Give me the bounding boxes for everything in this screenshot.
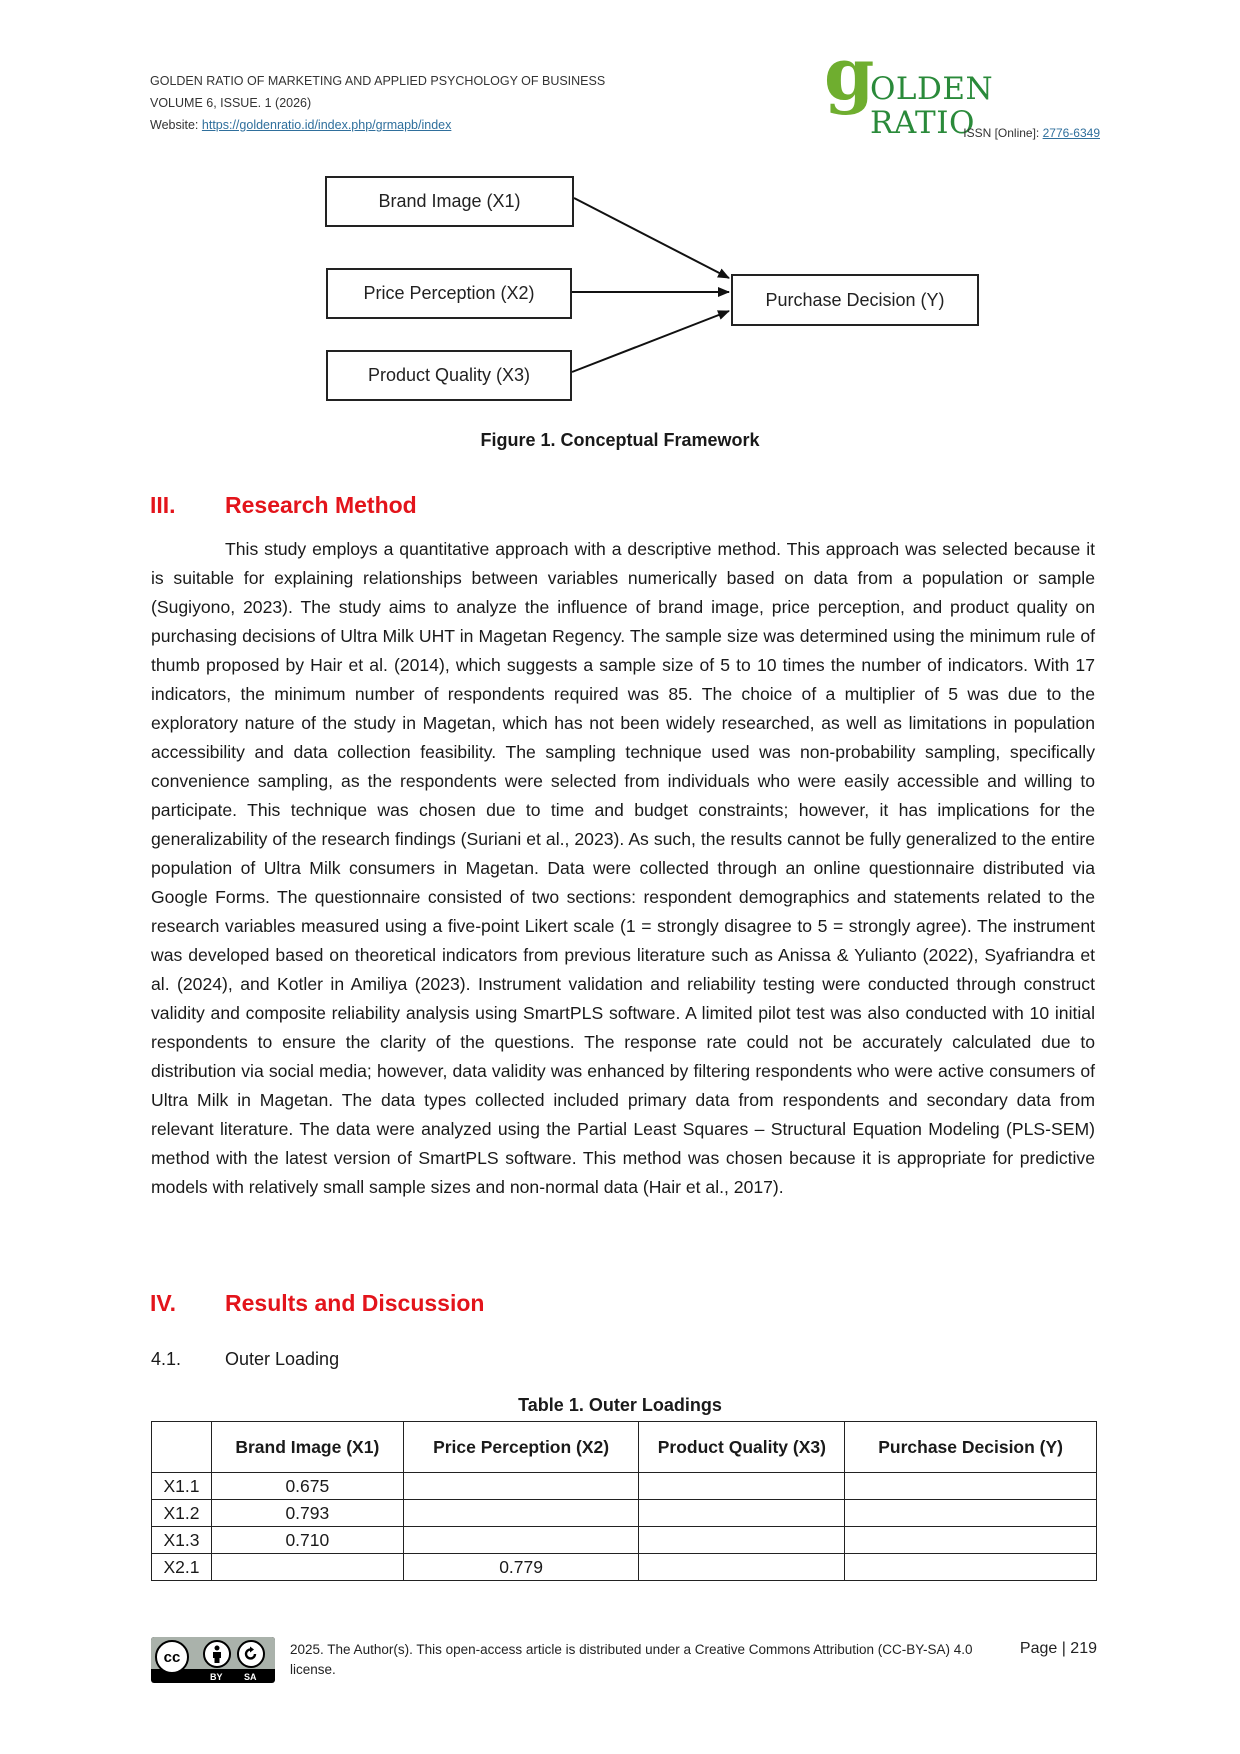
table-cell [845,1527,1097,1554]
table-header-row [152,1422,1097,1473]
box-brand-image: Brand Image (X1) [325,176,574,227]
table-header-cell [152,1422,212,1473]
issn-label: ISSN [Online]: [963,126,1040,140]
table-cell: X2.1 [152,1554,212,1581]
outer-loadings-table [151,1421,1097,1581]
research-method-paragraph: This study employs a quantitative approach with a descriptive method. This approach was selected because it is suitable for explaining relationships between variables numerically based on data from a population or sample (Sugiyono, 2023). The study aims to analyze the influence of brand image, price perception, and product quality on purchasing decisions of Ultra Milk UHT in Magetan Regency. The sample size was determined using the minimum rule of thumb proposed by Hair et al. (2014), which suggests a sample size of 5 to 10 times the number of indicators. With 17 indicators, the minimum number of respondents required was 85. The choice of a multiplier of 5 was due to the exploratory nature of the study in Magetan, which has not been widely researched, as well as limitations in population accessibility and data collection feasibility. The sampling technique used was non-probability sampling, specifically convenience sampling, as the respondents were selected from individuals who were easily accessible and willing to participate. This technique was chosen due to time and budget constraints; however, it has implications for the generalizability of the research findings (Suriani et al., 2023). As such, the results cannot be fully generalized to the entire population of Ultra Milk consumers in Magetan. Data were collected through an online questionnaire distributed via Google Forms. The questionnaire consisted of two sections: respondent demographics and statements related to the research variables measured using a five-point Likert scale (1 = strongly disagree to 5 = strongly agree). The instrument was developed based on theoretical indicators from previous literature such as Anissa & Yulianto (2022), Syafriandra et al. (2024), and Kotler in Amiliya (2023). Instrument validation and reliability testing were conducted through construct validity and composite reliability analysis using SmartPLS software. A limited pilot test was also conducted with 10 initial respondents to ensure the clarity of the questions. The response rate could not be accurately calculated due to distribution via social media; however, data validity was enhanced by filtering respondents who were active consumers of Ultra Milk in Magetan. The data types collected included primary data from respondents and secondary data from relevant literature. The data were analyzed using the Partial Least Squares – Structural Equation Modeling (PLS-SEM) method with the latest version of SmartPLS software. This method was chosen because it is appropriate for predictive models with relatively small sample sizes and non-normal data (Hair et al., 2017). [151,539,1095,1197]
logo-g-letter: g [824,31,875,116]
sa-label: SA [244,1672,257,1682]
journal-volume: VOLUME 6, ISSUE. 1 (2026) [150,96,312,110]
website-label: Website: [150,118,199,132]
table-cell: 0.793 [211,1500,403,1527]
by-label: BY [210,1672,223,1682]
table-header-cell: Brand Image (X1) [211,1422,403,1473]
box-purchase-decision: Purchase Decision (Y) [731,274,979,326]
cc-by-sa-badge [151,1637,275,1683]
table-cell [639,1527,845,1554]
table-header-cell: Product Quality (X3) [639,1422,845,1473]
table-cell: 0.675 [211,1473,403,1500]
table-cell: X1.3 [152,1527,212,1554]
box-product-quality: Product Quality (X3) [326,350,572,401]
arrow-x3-to-y [572,311,729,372]
table-cell [639,1554,845,1581]
issn-link[interactable]: 2776-6349 [1042,126,1100,140]
table-cell [845,1500,1097,1527]
box-price-perception: Price Perception (X2) [326,268,572,319]
figure-caption: Figure 1. Conceptual Framework [480,430,760,450]
journal-name: GOLDEN RATIO OF MARKETING AND APPLIED PSYCHOLOGY OF BUSINESS [150,74,606,88]
table-cell [211,1554,403,1581]
table-row [152,1527,1097,1554]
table-cell: X1.2 [152,1500,212,1527]
section-title: Results and Discussion [225,1290,485,1316]
sa-sharealike-icon [237,1640,265,1668]
by-attribution-icon [203,1640,231,1668]
cc-icon: cc [155,1640,189,1674]
arrow-x1-to-y [574,198,729,278]
table-header-cell: Price Perception (X2) [403,1422,639,1473]
subsection-number: 4.1. [151,1349,182,1369]
table-caption: Table 1. Outer Loadings [518,1395,722,1415]
table-row [152,1554,1097,1581]
table-row [152,1500,1097,1527]
subsection-title: Outer Loading [225,1349,340,1369]
website-link[interactable]: https://goldenratio.id/index.php/grmapb/index [201,118,452,132]
conceptual-framework-figure [0,0,1240,440]
section-number: III. [150,492,176,518]
logo-text: OLDEN RATIO [870,71,994,141]
table-cell: 0.710 [211,1527,403,1554]
table-cell [403,1500,639,1527]
section-number: IV. [150,1290,177,1316]
section-title: Research Method [225,492,417,518]
table-cell: X1.1 [152,1473,212,1500]
table-header-cell: Purchase Decision (Y) [845,1422,1097,1473]
table-cell [639,1500,845,1527]
framework-arrows [0,0,1240,440]
table-cell [845,1473,1097,1500]
table-cell [845,1554,1097,1581]
page-number: Page | 219 [1019,1640,1097,1657]
table-cell: 0.779 [403,1554,639,1581]
table-cell [639,1473,845,1500]
table-row [152,1473,1097,1500]
table-cell [403,1527,639,1554]
license-text: 2025. The Author(s). This open-access article is distributed under a Creative Commons Attribution (CC-BY-SA) 4.0 license. [290,1642,973,1677]
table-cell [403,1473,639,1500]
